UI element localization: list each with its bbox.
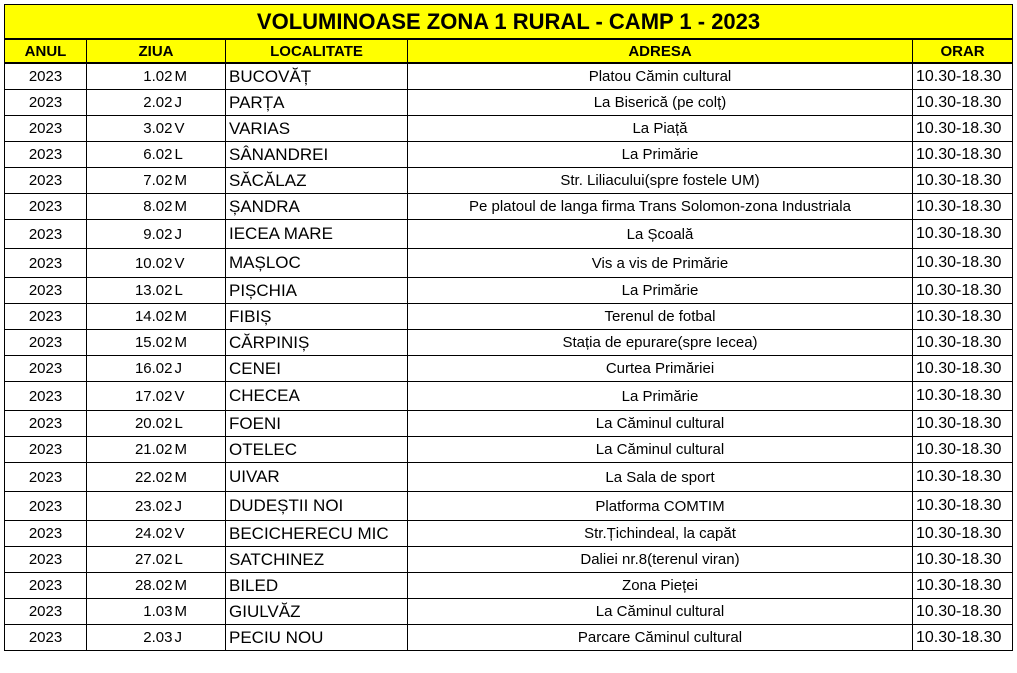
anul-cell: 2023 <box>5 492 87 521</box>
header-localitate: LOCALITATE <box>226 39 408 63</box>
adresa-cell: La Căminul cultural <box>408 411 913 437</box>
orar-cell: 10.30-18.30 <box>913 625 1013 651</box>
anul-cell: 2023 <box>5 330 87 356</box>
localitate-cell: GIULVĂZ <box>226 599 408 625</box>
day-cell: 27.02 <box>87 547 174 573</box>
orar-cell: 10.30-18.30 <box>913 194 1013 220</box>
table-row <box>5 63 1013 90</box>
anul-cell: 2023 <box>5 382 87 411</box>
weekday-cell: L <box>174 547 226 573</box>
day-cell: 8.02 <box>87 194 174 220</box>
orar-cell: 10.30-18.30 <box>913 437 1013 463</box>
header-orar: ORAR <box>913 39 1013 63</box>
orar-cell: 10.30-18.30 <box>913 411 1013 437</box>
adresa-cell: Platou Cămin cultural <box>408 63 913 90</box>
weekday-cell: J <box>174 625 226 651</box>
localitate-cell: PIȘCHIA <box>226 278 408 304</box>
day-cell: 10.02 <box>87 249 174 278</box>
orar-cell: 10.30-18.30 <box>913 90 1013 116</box>
anul-cell: 2023 <box>5 547 87 573</box>
weekday-cell: L <box>174 278 226 304</box>
table-row <box>5 599 1013 625</box>
localitate-cell: ȘANDRA <box>226 194 408 220</box>
weekday-cell: L <box>174 411 226 437</box>
day-cell: 9.02 <box>87 220 174 249</box>
table-row <box>5 304 1013 330</box>
localitate-cell: SATCHINEZ <box>226 547 408 573</box>
table-row <box>5 220 1013 249</box>
orar-cell: 10.30-18.30 <box>913 547 1013 573</box>
anul-cell: 2023 <box>5 116 87 142</box>
sheet-title: VOLUMINOASE ZONA 1 RURAL - CAMP 1 - 2023 <box>5 5 1013 40</box>
table-row <box>5 194 1013 220</box>
header-row <box>5 39 1013 63</box>
orar-cell: 10.30-18.30 <box>913 330 1013 356</box>
table-row <box>5 411 1013 437</box>
anul-cell: 2023 <box>5 63 87 90</box>
table-row <box>5 382 1013 411</box>
table-row <box>5 547 1013 573</box>
anul-cell: 2023 <box>5 90 87 116</box>
table-row <box>5 521 1013 547</box>
table-row <box>5 90 1013 116</box>
day-cell: 14.02 <box>87 304 174 330</box>
header-adresa: ADRESA <box>408 39 913 63</box>
schedule-table <box>4 4 1013 651</box>
adresa-cell: Stația de epurare(spre Iecea) <box>408 330 913 356</box>
anul-cell: 2023 <box>5 142 87 168</box>
anul-cell: 2023 <box>5 278 87 304</box>
localitate-cell: CENEI <box>226 356 408 382</box>
day-cell: 15.02 <box>87 330 174 356</box>
table-row <box>5 463 1013 492</box>
weekday-cell: M <box>174 304 226 330</box>
orar-cell: 10.30-18.30 <box>913 521 1013 547</box>
localitate-cell: CHECEA <box>226 382 408 411</box>
weekday-cell: V <box>174 249 226 278</box>
table-row <box>5 625 1013 651</box>
title-row <box>5 5 1013 40</box>
weekday-cell: M <box>174 330 226 356</box>
header-ziua: ZIUA <box>87 39 226 63</box>
weekday-cell: V <box>174 382 226 411</box>
table-row <box>5 278 1013 304</box>
anul-cell: 2023 <box>5 220 87 249</box>
orar-cell: 10.30-18.30 <box>913 492 1013 521</box>
orar-cell: 10.30-18.30 <box>913 249 1013 278</box>
weekday-cell: J <box>174 492 226 521</box>
day-cell: 3.02 <box>87 116 174 142</box>
table-row <box>5 356 1013 382</box>
adresa-cell: La Biserică (pe colț) <box>408 90 913 116</box>
anul-cell: 2023 <box>5 463 87 492</box>
orar-cell: 10.30-18.30 <box>913 599 1013 625</box>
localitate-cell: DUDEȘTII NOI <box>226 492 408 521</box>
anul-cell: 2023 <box>5 625 87 651</box>
table-body <box>5 63 1013 651</box>
anul-cell: 2023 <box>5 168 87 194</box>
localitate-cell: MAȘLOC <box>226 249 408 278</box>
anul-cell: 2023 <box>5 194 87 220</box>
day-cell: 16.02 <box>87 356 174 382</box>
weekday-cell: M <box>174 437 226 463</box>
header-anul: ANUL <box>5 39 87 63</box>
adresa-cell: Daliei nr.8(terenul viran) <box>408 547 913 573</box>
weekday-cell: M <box>174 463 226 492</box>
anul-cell: 2023 <box>5 304 87 330</box>
adresa-cell: La Căminul cultural <box>408 599 913 625</box>
localitate-cell: BUCOVĂȚ <box>226 63 408 90</box>
localitate-cell: BECICHERECU MIC <box>226 521 408 547</box>
day-cell: 20.02 <box>87 411 174 437</box>
day-cell: 23.02 <box>87 492 174 521</box>
adresa-cell: La Sala de sport <box>408 463 913 492</box>
anul-cell: 2023 <box>5 437 87 463</box>
adresa-cell: Str.Țichindeal, la capăt <box>408 521 913 547</box>
adresa-cell: La Primărie <box>408 382 913 411</box>
orar-cell: 10.30-18.30 <box>913 573 1013 599</box>
anul-cell: 2023 <box>5 521 87 547</box>
day-cell: 22.02 <box>87 463 174 492</box>
weekday-cell: M <box>174 63 226 90</box>
localitate-cell: BILED <box>226 573 408 599</box>
adresa-cell: La Școală <box>408 220 913 249</box>
day-cell: 2.02 <box>87 90 174 116</box>
localitate-cell: FOENI <box>226 411 408 437</box>
orar-cell: 10.30-18.30 <box>913 220 1013 249</box>
day-cell: 6.02 <box>87 142 174 168</box>
day-cell: 1.03 <box>87 599 174 625</box>
table-row <box>5 249 1013 278</box>
anul-cell: 2023 <box>5 573 87 599</box>
adresa-cell: La Căminul cultural <box>408 437 913 463</box>
localitate-cell: UIVAR <box>226 463 408 492</box>
orar-cell: 10.30-18.30 <box>913 382 1013 411</box>
localitate-cell: OTELEC <box>226 437 408 463</box>
table-row <box>5 492 1013 521</box>
weekday-cell: J <box>174 220 226 249</box>
day-cell: 28.02 <box>87 573 174 599</box>
orar-cell: 10.30-18.30 <box>913 142 1013 168</box>
table-row <box>5 437 1013 463</box>
localitate-cell: PARȚA <box>226 90 408 116</box>
localitate-cell: FIBIȘ <box>226 304 408 330</box>
table-row <box>5 142 1013 168</box>
orar-cell: 10.30-18.30 <box>913 63 1013 90</box>
adresa-cell: Platforma COMTIM <box>408 492 913 521</box>
weekday-cell: J <box>174 90 226 116</box>
day-cell: 7.02 <box>87 168 174 194</box>
orar-cell: 10.30-18.30 <box>913 168 1013 194</box>
localitate-cell: VARIAS <box>226 116 408 142</box>
weekday-cell: M <box>174 168 226 194</box>
table-row <box>5 573 1013 599</box>
adresa-cell: Pe platoul de langa firma Trans Solomon-zona Industriala <box>408 194 913 220</box>
adresa-cell: Zona Pieței <box>408 573 913 599</box>
table-row <box>5 116 1013 142</box>
day-cell: 13.02 <box>87 278 174 304</box>
adresa-cell: Str. Liliacului(spre fostele UM) <box>408 168 913 194</box>
localitate-cell: IECEA MARE <box>226 220 408 249</box>
table-row <box>5 168 1013 194</box>
localitate-cell: PECIU NOU <box>226 625 408 651</box>
localitate-cell: SĂCĂLAZ <box>226 168 408 194</box>
adresa-cell: Parcare Căminul cultural <box>408 625 913 651</box>
adresa-cell: La Primărie <box>408 278 913 304</box>
weekday-cell: M <box>174 599 226 625</box>
day-cell: 17.02 <box>87 382 174 411</box>
orar-cell: 10.30-18.30 <box>913 278 1013 304</box>
adresa-cell: Terenul de fotbal <box>408 304 913 330</box>
anul-cell: 2023 <box>5 411 87 437</box>
orar-cell: 10.30-18.30 <box>913 116 1013 142</box>
adresa-cell: La Piață <box>408 116 913 142</box>
table-row <box>5 330 1013 356</box>
anul-cell: 2023 <box>5 356 87 382</box>
localitate-cell: CĂRPINIȘ <box>226 330 408 356</box>
weekday-cell: V <box>174 521 226 547</box>
orar-cell: 10.30-18.30 <box>913 356 1013 382</box>
orar-cell: 10.30-18.30 <box>913 463 1013 492</box>
weekday-cell: M <box>174 194 226 220</box>
weekday-cell: M <box>174 573 226 599</box>
anul-cell: 2023 <box>5 599 87 625</box>
day-cell: 21.02 <box>87 437 174 463</box>
day-cell: 1.02 <box>87 63 174 90</box>
localitate-cell: SÂNANDREI <box>226 142 408 168</box>
day-cell: 2.03 <box>87 625 174 651</box>
adresa-cell: La Primărie <box>408 142 913 168</box>
adresa-cell: Curtea Primăriei <box>408 356 913 382</box>
day-cell: 24.02 <box>87 521 174 547</box>
orar-cell: 10.30-18.30 <box>913 304 1013 330</box>
anul-cell: 2023 <box>5 249 87 278</box>
weekday-cell: J <box>174 356 226 382</box>
adresa-cell: Vis a vis de Primărie <box>408 249 913 278</box>
weekday-cell: V <box>174 116 226 142</box>
weekday-cell: L <box>174 142 226 168</box>
schedule-sheet <box>4 4 1012 651</box>
